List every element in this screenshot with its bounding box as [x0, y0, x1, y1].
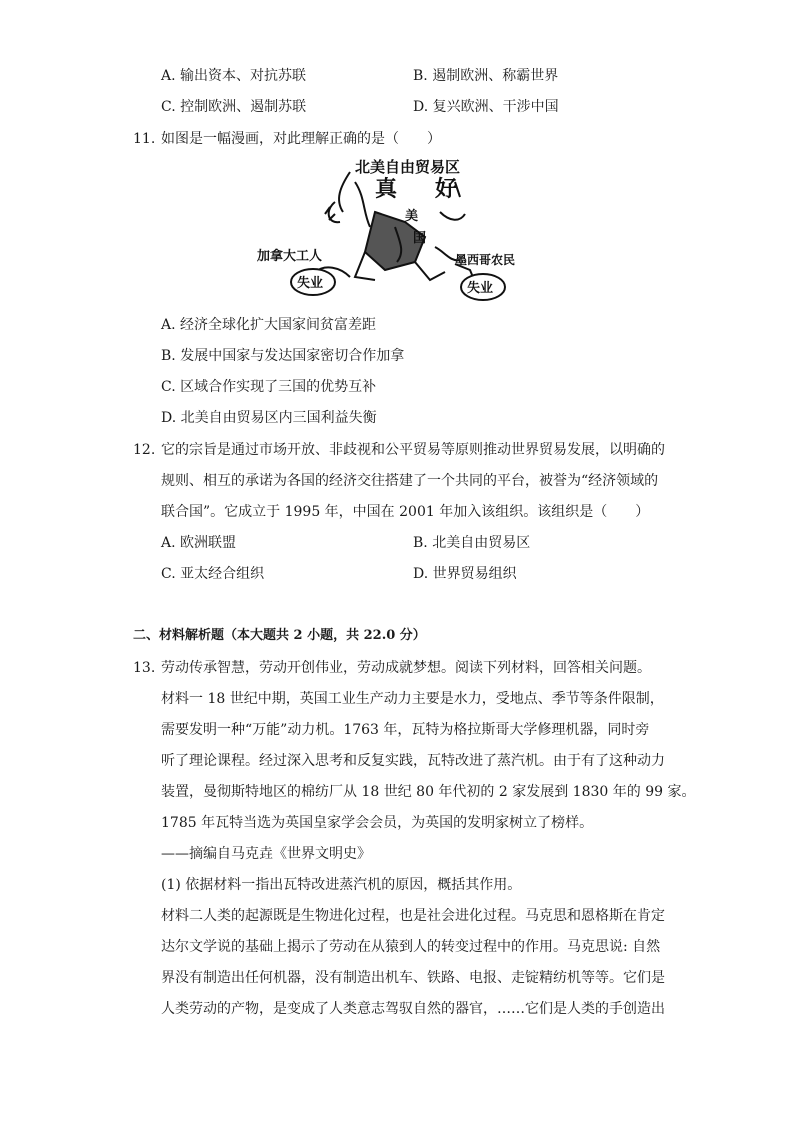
q13-material1-line-3: 听了理论课程。经过深入思考和反复实践，瓦特改进了蒸汽机。由于有了这种动力 [161, 753, 665, 769]
cartoon-center-2: 国 [413, 231, 427, 246]
q11-number: 11. [133, 131, 156, 147]
cartoon-center-1: 美 [405, 209, 419, 224]
cartoon-badge-right: 失业 [467, 281, 494, 296]
q12-line-1: 它的宗旨是通过市场开放、非歧视和公平贸易等原则推动世界贸易发展，以明确的 [161, 442, 665, 458]
cartoon-badge-left: 失业 [297, 276, 324, 291]
q13-material1-line-4: 装置，曼彻斯特地区的棉纺厂从 18 世纪 80 年代初的 2 家发展到 1830 年的 99 家。 [161, 784, 696, 800]
q10-option-a: A. 输出资本、对抗苏联 [161, 68, 307, 84]
cartoon-big-right: 好 [435, 177, 458, 202]
cartoon-right-label: 墨西哥农民 [455, 253, 516, 267]
q10-option-c: C. 控制欧洲、遏制苏联 [161, 99, 307, 115]
q13-material2-line-1: 材料二人类的起源既是生物进化过程，也是社会进化过程。马克思和恩格斯在肯定 [161, 908, 665, 924]
q11-option-a: A. 经济全球化扩大国家间贫富差距 [161, 317, 377, 333]
q13-material2-line-3: 界没有制造出任何机器，没有制造出机车、铁路、电报、走锭精纺机等等。它们是 [161, 970, 665, 986]
q13-material1-line-1: 材料一 18 世纪中期，英国工业生产动力主要是水力，受地点、季节等条件限制， [161, 691, 664, 707]
q13-subquestion-1: (1) 依据材料一指出瓦特改进蒸汽机的原因，概括其作用。 [161, 877, 522, 893]
q12-line-2: 规则、相互的承诺为各国的经济交往搭建了一个共同的平台，被誉为“经济领域的 [161, 473, 659, 489]
cartoon-big-left: 真 [375, 177, 398, 202]
q13-material1-line-5: 1785 年瓦特当选为英国皇家学会会员，为英国的发明家树立了榜样。 [161, 815, 594, 831]
q13-stem: 劳动传承智慧，劳动开创伟业，劳动成就梦想。阅读下列材料，回答相关问题。 [161, 660, 651, 676]
q12-option-b: B. 北美自由贸易区 [413, 535, 531, 551]
q11-stem: 如图是一幅漫画，对此理解正确的是（ ） [161, 131, 441, 147]
q13-material2-line-2: 达尔文学说的基础上揭示了劳动在从猿到人的转变过程中的作用。马克思说: 自然 [161, 939, 661, 955]
q13-number: 13. [133, 660, 156, 676]
q12-option-c: C. 亚太经合组织 [161, 566, 265, 582]
q12-option-d: D. 世界贸易组织 [413, 566, 517, 582]
q11-option-c: C. 区域合作实现了三国的优势互补 [161, 379, 377, 395]
q11-option-b: B. 发展中国家与发达国家密切合作加拿 [161, 348, 405, 364]
q10-option-d: D. 复兴欧洲、干涉中国 [413, 99, 559, 115]
q12-number: 12. [133, 442, 156, 458]
q12-line-3: 联合国”。它成立于 1995 年，中国在 2001 年加入该组织。该组织是（ ） [161, 504, 650, 520]
cartoon-left-label: 加拿大工人 [257, 249, 323, 264]
q12-option-a: A. 欧洲联盟 [161, 535, 237, 551]
q13-material1-line-2: 需要发明一种“万能”动力机。1763 年，瓦特为格拉斯哥大学修理机器，同时旁 [161, 722, 650, 738]
q10-option-b: B. 遏制欧洲、称霸世界 [413, 68, 559, 84]
cartoon-image [255, 152, 545, 310]
q13-source-1: ——摘编自马克垚《世界文明史》 [161, 846, 371, 862]
q13-material2-line-4: 人类劳动的产物，是变成了人类意志驾驭自然的器官，……它们是人类的手创造出 [161, 1001, 665, 1017]
q11-option-d: D. 北美自由贸易区内三国利益失衡 [161, 410, 377, 426]
section-2-heading: 二、材料解析题（本大题共 2 小题，共 22.0 分） [133, 628, 426, 643]
cartoon-title: 北美自由贸易区 [355, 158, 461, 176]
